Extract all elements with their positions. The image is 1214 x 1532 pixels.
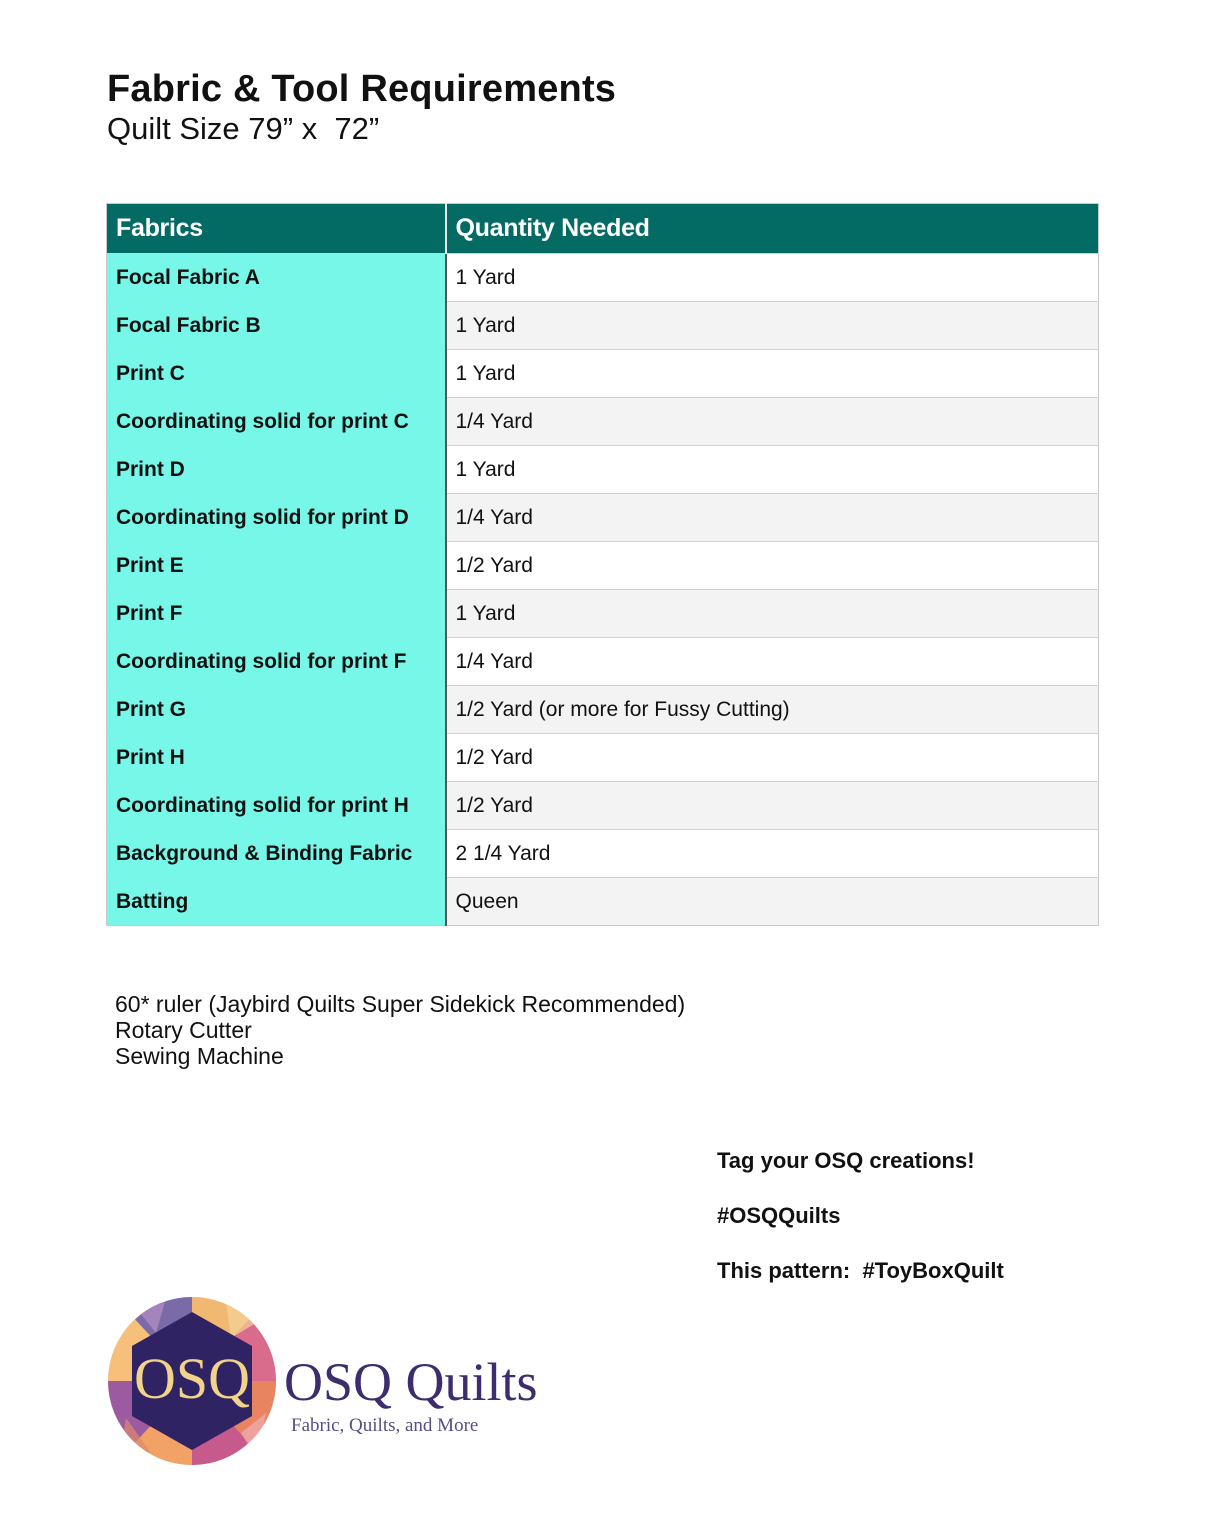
fabric-name-cell: Print F <box>107 590 446 638</box>
quantity-cell: 1/4 Yard <box>446 494 1099 542</box>
table-row <box>107 446 1099 494</box>
fabric-name-cell: Coordinating solid for print D <box>107 494 446 542</box>
table-row <box>107 638 1099 686</box>
tool-item: 60* ruler (Jaybird Quilts Super Sidekick Recommended) <box>115 991 686 1017</box>
table-body <box>107 254 1099 926</box>
quantity-cell: 1 Yard <box>446 590 1099 638</box>
fabric-name-cell: Print E <box>107 542 446 590</box>
quantity-cell: 2 1/4 Yard <box>446 830 1099 878</box>
quantity-cell: 1/2 Yard <box>446 542 1099 590</box>
quantity-cell: 1/2 Yard (or more for Fussy Cutting) <box>446 686 1099 734</box>
brand-tagline: Fabric, Quilts, and More <box>291 1415 479 1436</box>
table-row <box>107 542 1099 590</box>
quantity-cell: 1/4 Yard <box>446 398 1099 446</box>
svg-text:OSQ: OSQ <box>133 1346 251 1411</box>
fabric-requirements-table <box>106 203 1099 926</box>
fabric-name-cell: Coordinating solid for print H <box>107 782 446 830</box>
quantity-cell: 1/2 Yard <box>446 734 1099 782</box>
tool-list <box>115 991 685 1069</box>
quilt-size-subtitle: Quilt Size 79” x 72” <box>107 111 380 146</box>
fabric-name-cell: Print G <box>107 686 446 734</box>
fabric-name-cell: Print H <box>107 734 446 782</box>
quantity-cell: Queen <box>446 878 1099 926</box>
tool-item: Sewing Machine <box>115 1043 284 1069</box>
quantity-cell: 1 Yard <box>446 302 1099 350</box>
social-tag-block <box>717 1147 1004 1312</box>
quantity-cell: 1 Yard <box>446 446 1099 494</box>
fabric-name-cell: Background & Binding Fabric <box>107 830 446 878</box>
tag-prompt: Tag your OSQ creations! <box>717 1148 975 1173</box>
tool-item: Rotary Cutter <box>115 1017 252 1043</box>
fabric-name-cell: Print C <box>107 350 446 398</box>
fabric-name-cell: Batting <box>107 878 446 926</box>
column-header-quantity: Quantity Needed <box>446 204 1099 254</box>
quantity-cell: 1 Yard <box>446 254 1099 302</box>
table-row <box>107 590 1099 638</box>
quantity-cell: 1/2 Yard <box>446 782 1099 830</box>
table-row <box>107 830 1099 878</box>
table-row <box>107 494 1099 542</box>
brand-name: OSQ Quilts <box>284 1352 538 1412</box>
table-row <box>107 254 1099 302</box>
table-row <box>107 686 1099 734</box>
quantity-cell: 1/4 Yard <box>446 638 1099 686</box>
table-row <box>107 878 1099 926</box>
table-row <box>107 782 1099 830</box>
table-row <box>107 398 1099 446</box>
fabric-name-cell: Coordinating solid for print C <box>107 398 446 446</box>
table-row <box>107 734 1099 782</box>
osq-logo-icon <box>106 1288 278 1474</box>
fabric-name-cell: Print D <box>107 446 446 494</box>
table-row <box>107 302 1099 350</box>
page-title: Fabric & Tool Requirements <box>107 68 617 110</box>
quantity-cell: 1 Yard <box>446 350 1099 398</box>
fabric-name-cell: Focal Fabric A <box>107 254 446 302</box>
column-header-fabrics: Fabrics <box>107 204 446 254</box>
pattern-hashtag: This pattern: #ToyBoxQuilt <box>717 1258 1004 1283</box>
fabric-name-cell: Focal Fabric B <box>107 302 446 350</box>
table-row <box>107 350 1099 398</box>
brand-hashtag: #OSQQuilts <box>717 1203 841 1228</box>
fabric-name-cell: Coordinating solid for print F <box>107 638 446 686</box>
table-header-row <box>107 204 1099 254</box>
